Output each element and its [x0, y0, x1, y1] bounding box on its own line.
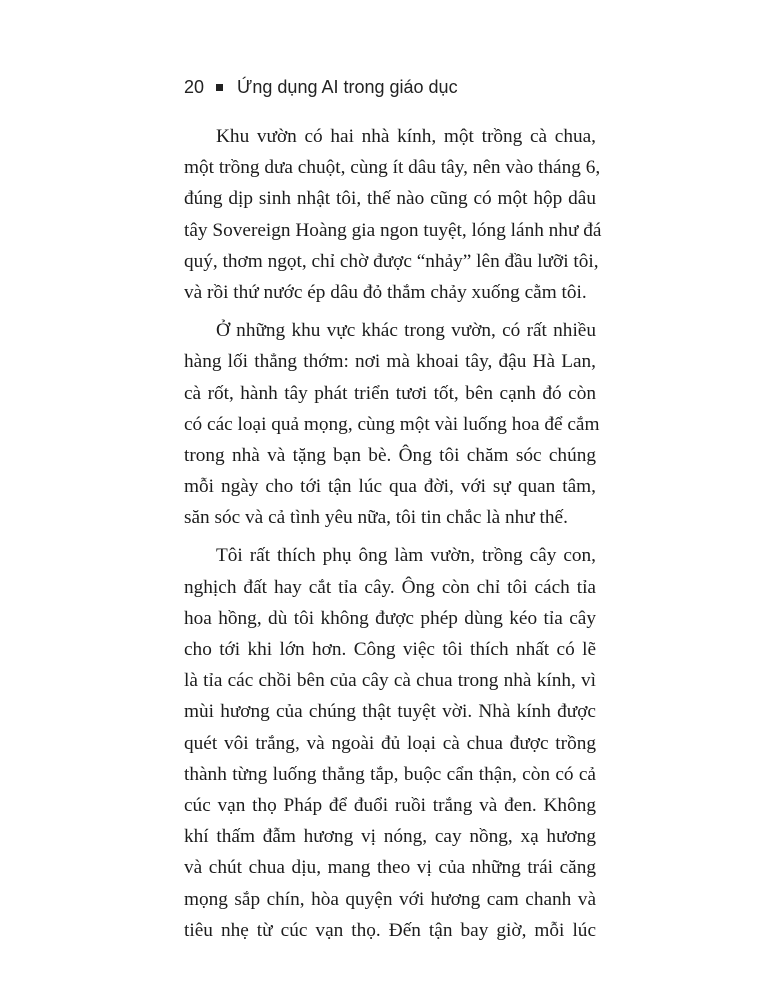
body-text — [184, 121, 602, 953]
paragraph-1 — [184, 121, 602, 308]
text-line: mọng sắp chín, hòa quyện với hương cam chanh và — [184, 888, 596, 910]
text-line: là tỉa các chồi bên của cây cà chua trong nhà kính, vì — [184, 670, 596, 692]
text-line: mùi hương của chúng thật tuyệt vời. Nhà kính được — [184, 701, 596, 723]
paragraph-2 — [184, 315, 600, 533]
chapter-title: Ứng dụng AI trong giáo dục — [237, 77, 458, 97]
paragraph-3 — [184, 540, 596, 945]
text-line: và chút chua dịu, mang theo vị của những trái căng — [184, 857, 596, 879]
text-line: trong nhà và tặng bạn bè. Ông tôi chăm sóc chúng — [184, 444, 596, 466]
text-line: quý, thơm ngọt, chỉ chờ được “nhảy” lên đầu lưỡi tôi, — [184, 250, 599, 272]
text-line: thành từng luống thẳng tắp, buộc cẩn thận, còn có cả — [184, 763, 596, 785]
text-line: cho tới khi lớn hơn. Công việc tôi thích nhất có lẽ — [184, 639, 596, 660]
text-line: cà rốt, hành tây phát triển tươi tốt, bên cạnh đó còn — [184, 382, 596, 404]
text-line: hàng lối thẳng thớm: nơi mà khoai tây, đậu Hà Lan, — [184, 351, 596, 373]
text-line: Khu vườn có hai nhà kính, một trồng cà chua, — [216, 126, 596, 147]
text-line: hoa hồng, dù tôi không được phép dùng kéo tỉa cây — [184, 607, 596, 629]
text-line: săn sóc và cả tình yêu nữa, tôi tin chắc là như thế. — [184, 507, 568, 529]
text-line: mỗi ngày cho tới tận lúc qua đời, với sự quan tâm, — [184, 476, 596, 498]
text-line: có các loại quả mọng, cùng một vài luống hoa để cắm — [184, 413, 600, 435]
text-line: cúc vạn thọ Pháp để đuổi ruồi trắng và đen. Không — [184, 794, 596, 816]
square-bullet-icon — [216, 84, 223, 91]
text-line: và rồi thứ nước ép dâu đỏ thắm chảy xuống cằm tôi. — [184, 281, 587, 303]
running-header — [184, 77, 458, 98]
page-number: 20 — [184, 77, 205, 97]
text-line: tây Sovereign Hoàng gia ngon tuyệt, lóng lánh như đá — [184, 219, 602, 241]
text-line: quét vôi trắng, và ngoài đủ loại cà chua được trồng — [184, 732, 596, 754]
text-line: đúng dịp sinh nhật tôi, thế nào cũng có một hộp dâu — [184, 188, 596, 210]
text-line: Ở những khu vực khác trong vườn, có rất nhiều — [216, 320, 596, 342]
text-line: tiêu nhẹ từ cúc vạn thọ. Đến tận bay giờ, mỗi lúc — [184, 919, 596, 941]
text-line: nghịch đất hay cắt tỉa cây. Ông còn chỉ tôi cách tỉa — [184, 576, 596, 598]
text-line: khí thấm đẫm hương vị nóng, cay nồng, xạ hương — [184, 826, 596, 848]
text-line: Tôi rất thích phụ ông làm vườn, trồng cây con, — [216, 545, 596, 567]
text-line: một trồng dưa chuột, cùng ít dâu tây, nên vào tháng 6, — [184, 157, 601, 179]
